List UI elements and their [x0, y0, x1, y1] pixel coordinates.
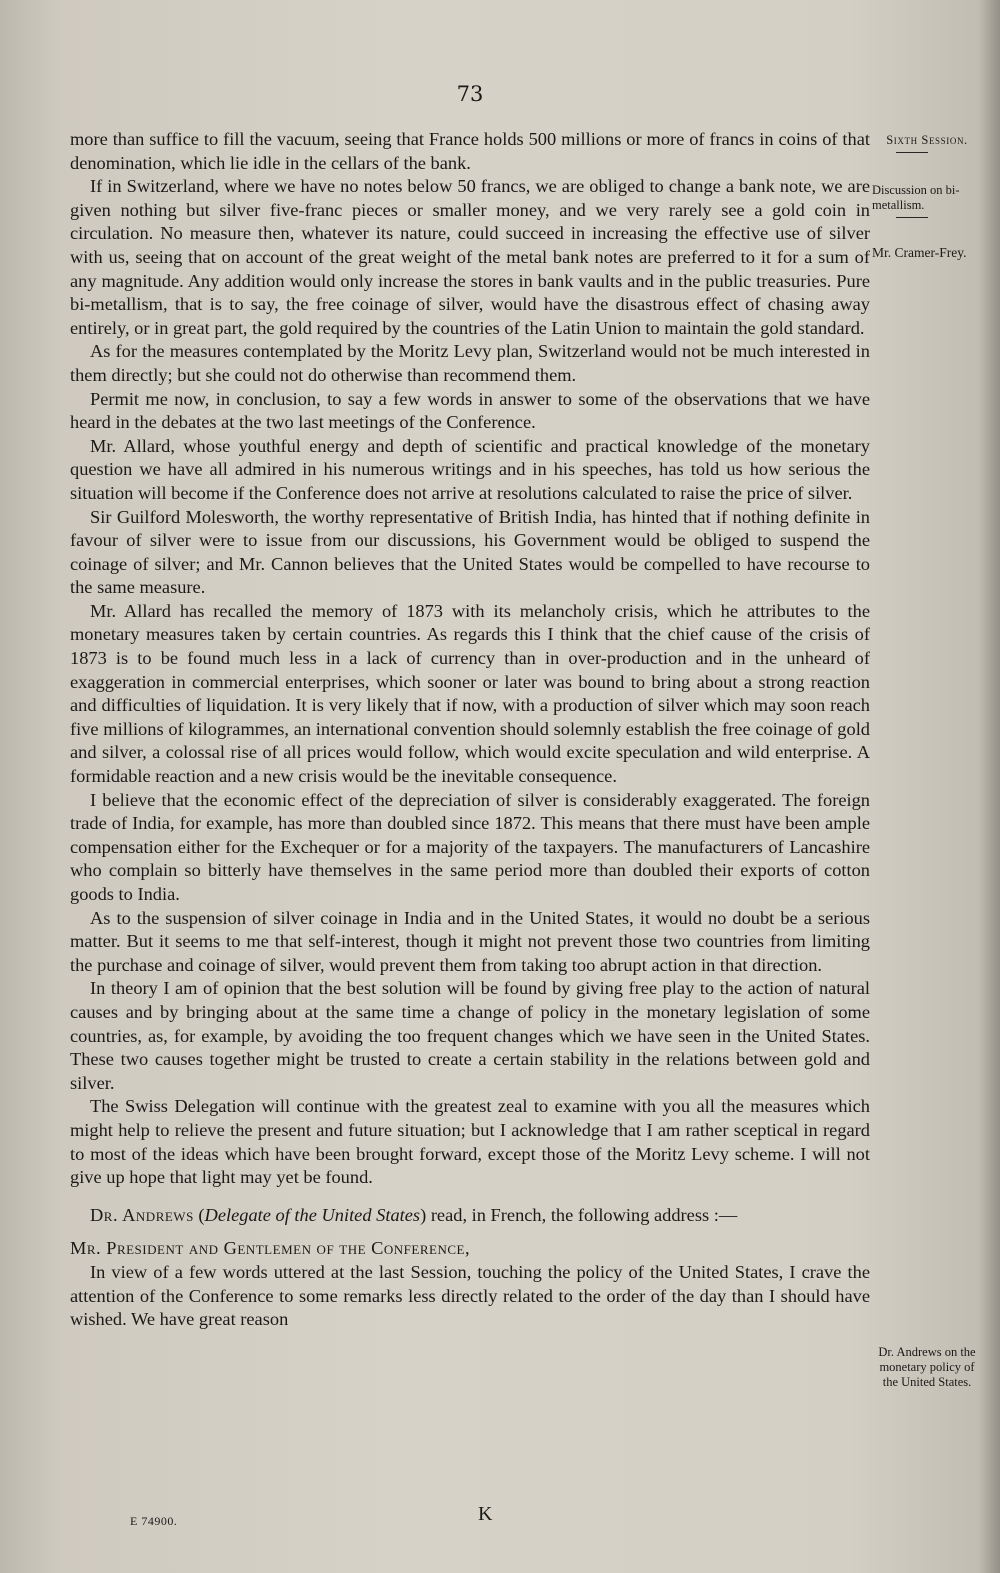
- main-text: [70, 128, 870, 1332]
- margin-note-discussion-text: Discussion on bi-metallism.: [872, 183, 960, 212]
- margin-note-discussion: [872, 183, 982, 222]
- paragraph: If in Switzerland, where we have no notes below 50 francs, we are obliged to change a bank note, we are given nothing but silver five-franc pieces or smaller money, and we very rarely see a gold coin in circulation. No measure then, whatever its nature, could succeed in increasing the effective use of silver with us, seeing that on account of the great weight of the metal bank notes are preferred to it for a sum of any magnitude. Any addition would only increase the stores in bank vaults and in the public treasuries. Pure bi-metallism, that is to say, the free coinage of silver, would have the disastrous effect of chasing away entirely, or in great part, the gold required by the countries of the Latin Union to maintain the gold standard.: [70, 176, 870, 338]
- paragraph: Mr. Allard has recalled the memory of 1873 with its melancholy crisis, which he attributes to the monetary measures taken by certain countries. As regards this I think that the chief cause of the crisis of 1873 is to be found much less in a lack of currency than in over-production and in the unheard of exaggeration in commercial enterprises, which sooner or later was bound to bring about a strong reaction and difficulties of liquidation. It is very likely that if now, with a production of silver which may soon reach five millions of kilogrammes, an international convention should solemnly establish the free coinage of gold and silver, a colossal rise of all prices would follow, which would excite speculation and wild enterprise. A formidable reaction and a new crisis would be the inevitable consequence.: [70, 600, 870, 787]
- margin-rule: [896, 152, 928, 153]
- paragraph: Sir Guilford Molesworth, the worthy representative of British India, has hinted that if nothing definite in favour of silver were to issue from our discussions, his Government would be obliged to suspend the coinage of silver; and Mr. Cannon believes that the United States would be compelled to have recourse to the same measure.: [70, 506, 870, 598]
- paragraph: As for the measures contemplated by the Moritz Levy plan, Switzerland would not be much interested in them directly; but she could not do otherwise than recommend them.: [70, 341, 870, 385]
- paragraph: In view of a few words uttered at the last Session, touching the policy of the United States, I crave the attention of the Conference to some remarks less directly related to the order of the day than I should have wished. We have great reason: [70, 1261, 870, 1330]
- margin-note-session: [872, 133, 982, 157]
- margin-note-andrews: Dr. Andrews on the monetary policy of the United States.: [878, 1345, 976, 1389]
- paragraph: Mr. Allard, whose youthful energy and depth of scientific and practical knowledge of the monetary question we have all admired in his numerous writings and in his speeches, has told us how serious the situation will become if the Conference does not arrive at resolutions calculated to raise the price of silver.: [70, 435, 870, 503]
- paragraph: In theory I am of opinion that the best solution will be found by giving free play to the action of natural causes and by bringing about at the same time a change of policy in the monetary legislation of some countries, as, for example, by avoiding the too frequent changes which we have seen in the United States. These two causes together might be trusted to create a certain stability in the relations between gold and silver.: [70, 978, 870, 1093]
- speaker-name: Dr. Andrews: [90, 1204, 194, 1225]
- paragraph: Permit me now, in conclusion, to say a few words in answer to some of the observations that we have heard in the debates at the two last meetings of the Conference.: [70, 388, 870, 433]
- page-edge-shadow: [978, 0, 1000, 1573]
- address-intro: Dr. Andrews (Delegate of the United States) read, in French, the following address :—: [90, 1204, 738, 1225]
- salutation: Mr. President and Gentlemen of the Conference,: [70, 1238, 471, 1259]
- paragraph: As to the suspension of silver coinage in India and in the United States, it would no doubt be a serious matter. But it seems to me that self-interest, though it might not prevent those two countries from limiting the purchase and coinage of silver, would prevent them from taking too abrupt action in that direction.: [70, 907, 870, 975]
- margin-rule: [896, 217, 928, 218]
- page-number: 73: [456, 82, 484, 106]
- address-intro-rest: read, in French, the following address :—: [430, 1204, 738, 1225]
- print-code: E 74900.: [130, 1514, 178, 1528]
- signature-mark: K: [478, 1503, 493, 1525]
- paragraph: The Swiss Delegation will continue with the greatest zeal to examine with you all the measures which might help to relieve the present and future situation; but I acknowledge that I am rather sceptical in regard to most of the ideas which have been brought forward, except those of the Moritz Levy scheme. I will not give up hope that light may yet be found.: [70, 1096, 870, 1188]
- paragraph: more than suffice to fill the vacuum, seeing that France holds 500 millions or more of francs in coins of that denomination, which lie idle in the cellars of the bank.: [70, 129, 870, 173]
- paragraph: I believe that the economic effect of the depreciation of silver is considerably exaggerated. The foreign trade of India, for example, has more than doubled since 1872. This means that there must have been ample compensation either for the Exchequer or for a majority of the taxpayers. The manufacturers of Lancashire who complain so bitterly have themselves in the same period more than doubled their exports of cotton goods to India.: [70, 789, 870, 904]
- margin-note-speaker: Mr. Cramer-Frey.: [872, 245, 967, 260]
- margin-note-session-text: Sixth Session.: [886, 133, 968, 147]
- speaker-role: Delegate of the United States: [204, 1204, 421, 1225]
